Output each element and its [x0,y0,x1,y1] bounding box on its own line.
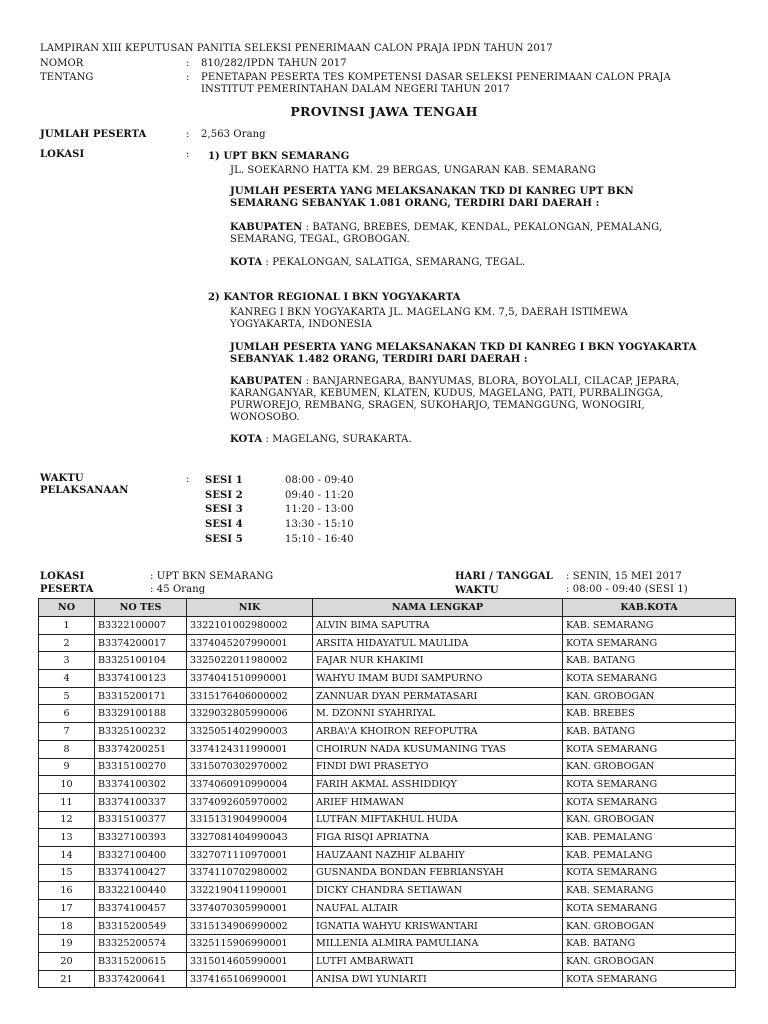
table-body [39,617,736,988]
kota-label: KOTA [230,434,263,445]
location-2-kabupaten-cont-2: PURWOREJO, REMBANG, SRAGEN, SUKOHARJO, TEMANGGUNG, WONOGIRI, [230,400,645,411]
cell-nik: 3374045207990001 [187,634,313,652]
cell-kab-kota: KOTA SEMARANG [563,740,736,758]
column-header-no-tes: NO TES [95,599,187,617]
cell-no: 8 [39,740,95,758]
session-2-time: 09:40 - 11:20 [285,490,354,501]
cell-kab-kota: KAB. BATANG [563,652,736,670]
session-5-time: 15:10 - 16:40 [285,534,354,545]
kota-list: : PEKALONGAN, SALATIGA, SEMARANG, TEGAL. [262,257,526,268]
table-lokasi-label: LOKASI [40,571,85,582]
cell-nik: 3315131904990004 [187,811,313,829]
page-title: PROVINSI JAWA TENGAH [290,104,478,119]
cell-no: 17 [39,900,95,918]
cell-nik: 3315014605990001 [187,953,313,971]
cell-nik: 3325115906990001 [187,935,313,953]
cell-no: 12 [39,811,95,829]
cell-kab-kota: KAN. GROBOGAN [563,953,736,971]
cell-kab-kota: KOTA SEMARANG [563,793,736,811]
table-row [39,705,736,723]
cell-nik: 3315134906990002 [187,917,313,935]
tentang-label: TENTANG [40,72,94,83]
column-header-nama-lengkap: NAMA LENGKAP [313,599,563,617]
tentang-line-2: INSTITUT PEMERINTAHAN DALAM NEGERI TAHUN 2017 [201,84,511,95]
waktu-table-label: WAKTU [455,585,499,596]
cell-no: 21 [39,970,95,988]
cell-nama-lengkap: M. DZONNI SYAHRIYAL [313,705,563,723]
location-2-address-line-1: KANREG I BKN YOGYAKARTA JL. MAGELANG KM. 7,5, DAERAH ISTIMEWA [230,307,628,318]
table-row [39,670,736,688]
cell-no-tes: B3374100337 [95,793,187,811]
cell-nama-lengkap: ALVIN BIMA SAPUTRA [313,617,563,635]
cell-no: 16 [39,882,95,900]
session-2-name: SESI 2 [205,490,243,501]
cell-nama-lengkap: LUTFI AMBARWATI [313,953,563,971]
waktu-label: WAKTU [40,473,84,484]
table-row [39,970,736,988]
cell-no: 15 [39,864,95,882]
cell-nama-lengkap: ARIEF HIMAWAN [313,793,563,811]
table-row [39,634,736,652]
session-5-name: SESI 5 [205,534,243,545]
hari-tanggal-label: HARI / TANGGAL [455,571,553,582]
cell-no: 9 [39,758,95,776]
cell-no-tes: B3315200615 [95,953,187,971]
cell-no-tes: B3325100104 [95,652,187,670]
participants-table [38,598,736,988]
location-2-kabupaten-cont-3: WONOSOBO. [230,412,300,423]
cell-nik: 3327071110970001 [187,846,313,864]
cell-nik: 3374060910990004 [187,776,313,794]
cell-no-tes: B3374200251 [95,740,187,758]
cell-no: 4 [39,670,95,688]
table-row [39,687,736,705]
cell-nik: 3325051402990003 [187,723,313,741]
cell-no-tes: B3327100393 [95,829,187,847]
table-row [39,617,736,635]
table-row [39,900,736,918]
table-row [39,776,736,794]
hari-tanggal-value: : SENIN, 15 MEI 2017 [566,571,682,582]
cell-kab-kota: KOTA SEMARANG [563,970,736,988]
cell-nik: 3315176406000002 [187,687,313,705]
cell-no-tes: B3329100188 [95,705,187,723]
location-2-kabupaten [230,376,679,388]
cell-nama-lengkap: HAUZAANI NAZHIF ALBAHIY [313,846,563,864]
column-header-nik: NIK [187,599,313,617]
cell-nik: 3374124311990001 [187,740,313,758]
nomor-colon: : [186,58,190,69]
cell-no-tes: B3374100427 [95,864,187,882]
kabupaten-list: : BATANG, BREBES, DEMAK, KENDAL, PEKALONGAN, PEMALANG, [302,222,663,233]
cell-no: 7 [39,723,95,741]
cell-no-tes: B3374100457 [95,900,187,918]
cell-kab-kota: KOTA SEMARANG [563,900,736,918]
lokasi-label: LOKASI [40,149,85,160]
cell-kab-kota: KOTA SEMARANG [563,670,736,688]
table-row [39,953,736,971]
cell-nik: 3329032805990006 [187,705,313,723]
session-3-name: SESI 3 [205,504,243,515]
cell-nama-lengkap: FIGA RISQI APRIATNA [313,829,563,847]
table-peserta-value: : 45 Orang [150,584,206,595]
waktu-colon: : [186,474,190,485]
kota-list: : MAGELANG, SURAKARTA. [262,434,412,445]
cell-no: 10 [39,776,95,794]
location-1-address: JL. SOEKARNO HATTA KM. 29 BERGAS, UNGARAN KAB. SEMARANG [230,165,596,176]
cell-no: 19 [39,935,95,953]
nomor-label: NOMOR [40,58,84,69]
cell-no-tes: B3322100007 [95,617,187,635]
cell-kab-kota: KAN. GROBOGAN [563,811,736,829]
table-row [39,758,736,776]
cell-no-tes: B3322100440 [95,882,187,900]
kabupaten-label: KABUPATEN [230,222,303,233]
table-header-row [39,599,736,617]
cell-nik: 3322101002980002 [187,617,313,635]
cell-kab-kota: KAN. GROBOGAN [563,687,736,705]
cell-nama-lengkap: FAJAR NUR KHAKIMI [313,652,563,670]
table-lokasi-value: : UPT BKN SEMARANG [150,571,274,582]
table-row [39,723,736,741]
cell-nik: 3327081404990043 [187,829,313,847]
location-2-count-line-1: JUMLAH PESERTA YANG MELAKSANAKAN TKD DI KANREG I BKN YOGYAKARTA [230,342,697,353]
cell-no-tes: B3327100400 [95,846,187,864]
cell-kab-kota: KAB. PEMALANG [563,829,736,847]
location-2-kota [230,434,412,446]
table-row [39,652,736,670]
cell-no: 20 [39,953,95,971]
cell-no-tes: B3374200017 [95,634,187,652]
location-1-kabupaten-cont: SEMARANG, TEGAL, GROBOGAN. [230,234,410,245]
cell-no-tes: B3325100232 [95,723,187,741]
cell-nama-lengkap: FARIH AKMAL ASSHIDDIQY [313,776,563,794]
cell-nik: 3374110702980002 [187,864,313,882]
cell-nama-lengkap: FINDI DWI PRASETYO [313,758,563,776]
cell-nama-lengkap: CHOIRUN NADA KUSUMANING TYAS [313,740,563,758]
cell-nik: 3374070305990001 [187,900,313,918]
location-1-heading: 1) UPT BKN SEMARANG [208,151,350,162]
waktu-table-value: : 08:00 - 09:40 (SESI 1) [566,584,688,595]
cell-kab-kota: KOTA SEMARANG [563,776,736,794]
nomor-value: 810/282/IPDN TAHUN 2017 [201,58,347,69]
cell-no-tes: B3315100377 [95,811,187,829]
table-row [39,917,736,935]
cell-no: 6 [39,705,95,723]
session-4-time: 13:30 - 15:10 [285,519,354,530]
cell-no: 11 [39,793,95,811]
cell-no-tes: B3315200171 [95,687,187,705]
cell-no-tes: B3325200574 [95,935,187,953]
table-row [39,846,736,864]
cell-no-tes: B3374200641 [95,970,187,988]
cell-nama-lengkap: IGNATIA WAHYU KRISWANTARI [313,917,563,935]
table-peserta-label: PESERTA [40,584,94,595]
cell-no: 1 [39,617,95,635]
cell-kab-kota: KOTA SEMARANG [563,864,736,882]
cell-no-tes: B3315200549 [95,917,187,935]
session-1-name: SESI 1 [205,475,243,486]
cell-nama-lengkap: DICKY CHANDRA SETIAWAN [313,882,563,900]
session-1-time: 08:00 - 09:40 [285,475,354,486]
table-row [39,811,736,829]
cell-kab-kota: KAB. SEMARANG [563,617,736,635]
location-1-kabupaten [230,222,662,234]
jumlah-colon: : [186,129,190,140]
table-row [39,829,736,847]
lokasi-colon: : [186,149,190,160]
cell-nama-lengkap: ARSITA HIDAYATUL MAULIDA [313,634,563,652]
location-2-count-line-2: SEBANYAK 1.482 ORANG, TERDIRI DARI DAERAH : [230,354,528,365]
cell-kab-kota: KAB. SEMARANG [563,882,736,900]
cell-no: 2 [39,634,95,652]
location-2-kabupaten-cont-1: KARANGANYAR, KEBUMEN, KLATEN, KUDUS, MAGELANG, PATI, PURBALINGGA, [230,388,664,399]
cell-kab-kota: KAN. GROBOGAN [563,917,736,935]
kabupaten-label: KABUPATEN [230,376,303,387]
session-3-time: 11:20 - 13:00 [285,504,354,515]
lampiran-line: LAMPIRAN XIII KEPUTUSAN PANITIA SELEKSI PENERIMAAN CALON PRAJA IPDN TAHUN 2017 [40,43,553,54]
cell-kab-kota: KOTA SEMARANG [563,634,736,652]
kota-label: KOTA [230,257,263,268]
location-1-count-line-2: SEMARANG SEBANYAK 1.081 ORANG, TERDIRI DARI DAERAH : [230,198,600,209]
cell-nama-lengkap: ANISA DWI YUNIARTI [313,970,563,988]
location-1-count-line-1: JUMLAH PESERTA YANG MELAKSANAKAN TKD DI KANREG UPT BKN [230,186,634,197]
cell-no: 13 [39,829,95,847]
cell-nama-lengkap: LUTFAN MIFTAKHUL HUDA [313,811,563,829]
session-4-name: SESI 4 [205,519,243,530]
cell-nama-lengkap: NAUFAL ALTAIR [313,900,563,918]
location-1-kota [230,257,525,269]
cell-no-tes: B3374100302 [95,776,187,794]
kabupaten-list: : BANJARNEGARA, BANYUMAS, BLORA, BOYOLALI, CILACAP, JEPARA, [302,376,680,387]
cell-nik: 3315070302970002 [187,758,313,776]
cell-nik: 3374165106990001 [187,970,313,988]
table-row [39,864,736,882]
cell-kab-kota: KAB. BATANG [563,935,736,953]
table-row [39,882,736,900]
jumlah-peserta-value: 2,563 Orang [201,129,266,140]
cell-no-tes: B3374100123 [95,670,187,688]
cell-no-tes: B3315100270 [95,758,187,776]
cell-kab-kota: KAB. BREBES [563,705,736,723]
cell-nik: 3325022011980002 [187,652,313,670]
tentang-line-1: PENETAPAN PESERTA TES KOMPETENSI DASAR SELEKSI PENERIMAAN CALON PRAJA [201,72,671,83]
cell-kab-kota: KAB. BATANG [563,723,736,741]
tentang-colon: : [186,72,190,83]
cell-nik: 3374092605970002 [187,793,313,811]
table-row [39,740,736,758]
cell-nama-lengkap: GUSNANDA BONDAN FEBRIANSYAH [313,864,563,882]
location-2-heading: 2) KANTOR REGIONAL I BKN YOGYAKARTA [208,292,461,303]
cell-kab-kota: KAN. GROBOGAN [563,758,736,776]
column-header-kab-kota: KAB.KOTA [563,599,736,617]
cell-no: 18 [39,917,95,935]
cell-nik: 3374041510990001 [187,670,313,688]
cell-kab-kota: KAB. PEMALANG [563,846,736,864]
cell-nama-lengkap: ARBA\'A KHOIRON REFOPUTRA [313,723,563,741]
cell-no: 5 [39,687,95,705]
cell-nama-lengkap: ZANNUAR DYAN PERMATASARI [313,687,563,705]
cell-nik: 3322190411990001 [187,882,313,900]
jumlah-peserta-label: JUMLAH PESERTA [40,129,147,140]
cell-nama-lengkap: WAHYU IMAM BUDI SAMPURNO [313,670,563,688]
cell-no: 3 [39,652,95,670]
table-row [39,935,736,953]
cell-no: 14 [39,846,95,864]
pelaksanaan-label: PELAKSANAAN [40,485,129,496]
table-row [39,793,736,811]
cell-nama-lengkap: MILLENIA ALMIRA PAMULIANA [313,935,563,953]
column-header-no: NO [39,599,95,617]
location-2-address-line-2: YOGYAKARTA, INDONESIA [230,319,373,330]
